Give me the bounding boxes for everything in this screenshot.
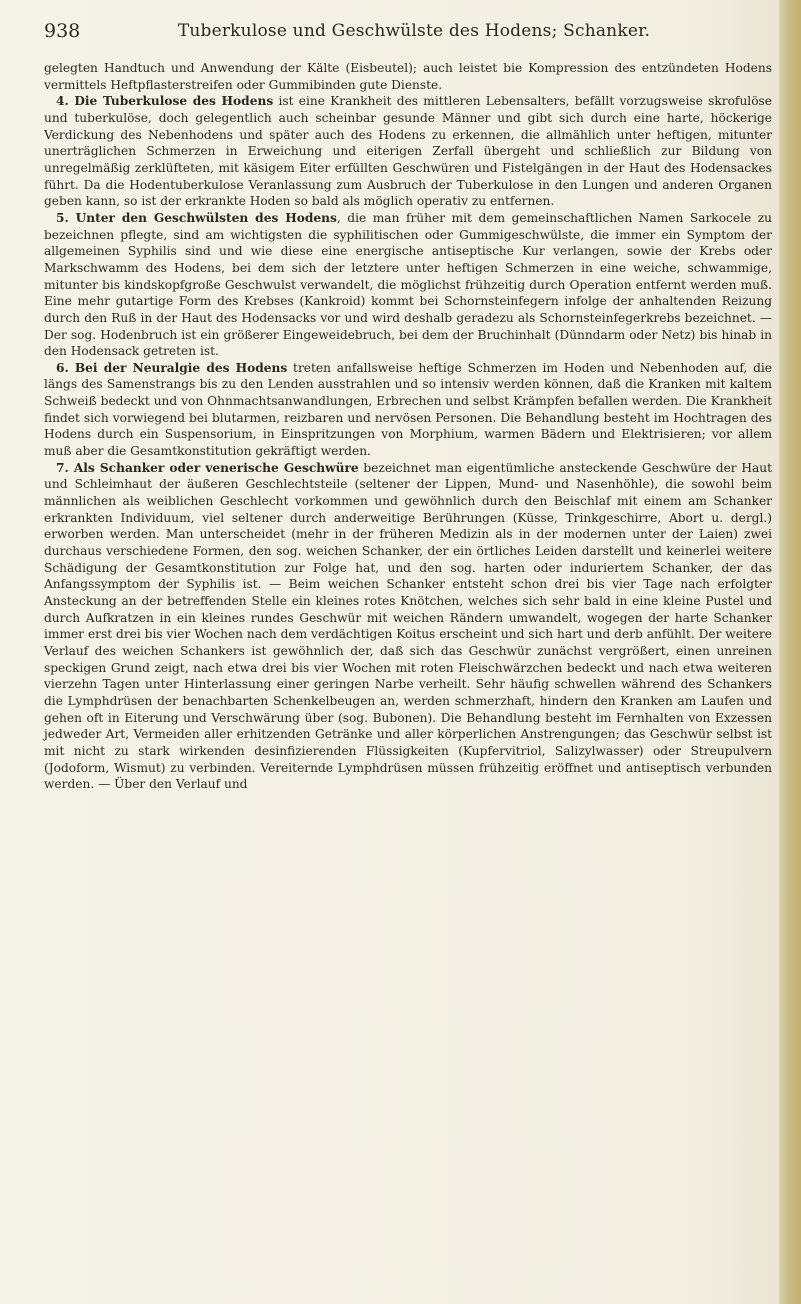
paragraph-text: ist eine Krankheit des mittleren Lebensalters, befällt vorzugsweise skrofulöse und tuberkulöse, doch gelegentlich auch scheinbar gesunde Männer und gibt sich durch eine harte, höckerige Verdickung des Nebenhodens und später auch des Hodens zu erkennen, die allmählich unter heftigen, mitunter unerträglichen Schmerzen in Erweichung und eiterigen Zerfall übergeht und schließlich zur Bildung von unregelmäßig zerklüfteten, mit käsigem Eiter erfüllten Geschwüren und Fistelgängen in der Haut des Hodensackes führt. Da die Hodentuberkulose Veranlassung zum Ausbruch der Tuberkulose in den Lungen und anderen Organen geben kann, so ist der erkrankte Hoden so bald als möglich operativ zu entfernen.: [44, 94, 772, 209]
paragraph-lead: 5. Unter den Geschwülsten des Hodens: [56, 210, 337, 225]
paragraph-text: treten anfallsweise heftige Schmerzen im Hoden und Nebenhoden auf, die längs des Samenstrangs bis zu den Lenden ausstrahlen und so intensiv werden können, daß die Kranken mit kaltem Schweiß bedeckt und von Ohnmachtsanwandlungen, Erbrechen und selbst Krämpfen befallen werden. Die Krankheit findet sich vorwiegend bei blutarmen, reizbaren und nervösen Personen. Die Behandlung besteht im Hochtragen des Hodens durch ein Suspensorium, in Einspritzungen von Morphium, warmen Bädern und Elektrisieren; vor allem muß aber die Gesamtkonstitution gekräftigt werden.: [44, 360, 772, 459]
paragraph-lead: 6. Bei der Neuralgie des Hodens: [56, 360, 288, 375]
body-text: [44, 60, 772, 1290]
paragraph-text: gelegten Handtuch und Anwendung der Kälte (Eisbeutel); auch leistet bie Kompression des entzündeten Hodens vermittels Heftpflasterstreifen oder Gummibinden gute Dienste.: [44, 61, 772, 92]
paragraph-neuralgia: [44, 360, 772, 460]
paragraph-lead: 4. Die Tuberkulose des Hodens: [56, 94, 274, 109]
running-title: Tuberkulose und Geschwülste des Hodens; Schanker.: [177, 21, 651, 41]
paragraph-tumors: [44, 210, 772, 360]
paragraph-lead: 7. Als Schanker oder venerische Geschwüre: [56, 460, 359, 475]
paragraph-chancre: [44, 460, 772, 793]
paragraph-text: bezeichnet man eigentümliche ansteckende Geschwüre der Haut und Schleimhaut der äußeren Geschlechtsteile (seltener der Lippen, Mund- und Nasenhöhle), die sowohl beim männlichen als weiblichen Geschlecht vorkommen und gewöhnlich durch den Beischlaf mit einem am Schanker erkrankten Individuum, viel seltener durch anderweitige Berührungen (Küsse, Trinkgeschirre, Abort u. dergl.) erworben werden. Man unterscheidet (mehr in der früheren Medizin als in der modernen unter der Laien) zwei durchaus verschiedene Formen, den sog. weichen Schanker, der ein örtliches Leiden darstellt und keinerlei weitere Schädigung der Gesamtkonstitution zur Folge hat, und den sog. harten oder induriertem Schanker, der das Anfangssymptom der Syphilis ist. — Beim weichen Schanker entsteht schon drei bis vier Tage nach erfolgter Ansteckung an der betreffenden Stelle ein kleines rotes Knötchen, welches sich sehr bald in eine kleine Pustel und durch Aufkratzen in ein kleines rundes Geschwür mit weichen Rändern umwandelt, wogegen der harte Schanker immer erst drei bis vier Wochen nach dem verdächtigen Koitus erscheint und sich hart und derb anfühlt. Der weitere Verlauf des weichen Schankers ist gewöhnlich der, daß sich das Geschwür zunächst vergrößert, einen unreinen speckigen Grund zeigt, nach etwa drei bis vier Wochen mit roten Fleischwärzchen bedeckt und nach etwa weiteren vierzehn Tagen unter Hinterlassung einer geringen Narbe verheilt. Sehr häufig schwellen während des Schankers die Lymphdrüsen der benachbarten Schenkelbeugen an, werden schmerzhaft, hindern den Kranken am Laufen und gehen oft in Eiterung und Verschwärung über (sog. Bubonen). Die Behandlung besteht im Fernhalten von Exzessen jedweder Art, Vermeiden aller erhitzenden Getränke und aller körperlichen Anstrengungen; das Geschwür selbst ist mit nicht zu stark wirkenden desinfizierenden Flüssigkeiten (Kupfervitriol, Salizylwasser) oder Streupulvern (Jodoform, Wismut) zu verbinden. Vereiternde Lymphdrüsen müssen frühzeitig eröffnet und antiseptisch verbunden werden. — Über den Verlauf und: [44, 460, 772, 792]
paragraph-text: , die man früher mit dem gemeinschaftlichen Namen Sarkocele zu bezeichnen pflegte, sind am wichtigsten die syphilitischen oder Gummigeschwülste, die immer ein Symptom der allgemeinen Syphilis sind und wie diese eine energische antiseptische Kur verlangen, sowie der Krebs oder Markschwamm des Hodens, bei dem sich der letztere unter heftigen Schmerzen in eine weiche, schwammige, mitunter bis kindskopfgroße Geschwulst verwandelt, die möglichst frühzeitig durch Operation entfernt werden muß. Eine mehr gutartige Form des Krebses (Kankroid) kommt bei Schornsteinfegern infolge der anhaltenden Reizung durch den Ruß in der Haut des Hodensacks vor und wird deshalb geradezu als Schornsteinfegerkrebs bezeichnet. — Der sog. Hodenbruch ist ein größerer Eingeweidebruch, bei dem der Bruchinhalt (Dünndarm oder Netz) bis hinab in den Hodensack getreten ist.: [44, 210, 772, 359]
page-number: 938: [44, 20, 81, 42]
page-edge: [779, 0, 801, 1304]
paragraph-tuberculosis: [44, 93, 772, 210]
paragraph-continuation: [44, 60, 772, 93]
page-header: [44, 18, 784, 48]
